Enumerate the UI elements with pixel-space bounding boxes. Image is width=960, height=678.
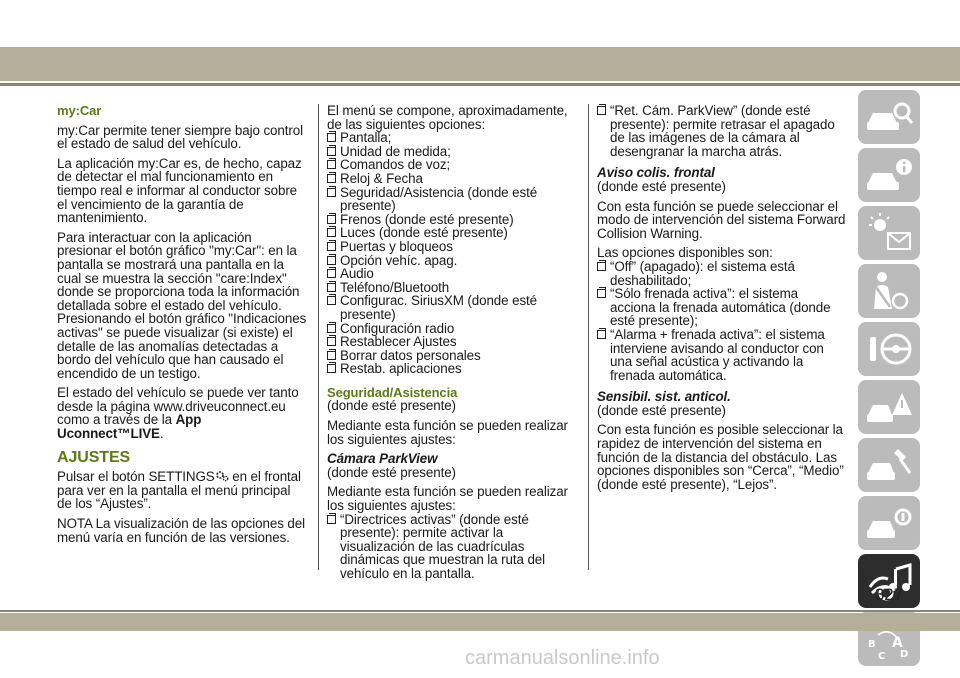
- steering-wheel-icon: [864, 327, 914, 371]
- list-item: Audio: [327, 267, 579, 281]
- car-search-icon: [864, 95, 914, 139]
- heading-camara: Cámara ParkView: [327, 451, 438, 467]
- checkbox-icon: [327, 188, 336, 197]
- list-item: Unidad de medida;: [327, 145, 579, 159]
- availability-note: (donde esté presente): [327, 464, 456, 480]
- list-item: Configuración radio: [327, 322, 579, 336]
- tab-maintenance[interactable]: [858, 438, 920, 492]
- checkbox-icon: [327, 242, 336, 251]
- tab-warning-lights[interactable]: [858, 206, 920, 260]
- list-item: Borrar datos personales: [327, 349, 579, 363]
- tab-safety[interactable]: [858, 264, 920, 318]
- checkbox-icon: [327, 515, 336, 524]
- list-item: Opción vehíc. apag.: [327, 254, 579, 268]
- checkbox-icon: [597, 106, 606, 115]
- tab-technical-data[interactable]: [858, 496, 920, 550]
- list-item: Luces (donde esté presente): [327, 226, 579, 240]
- list-item: Restablecer Ajustes: [327, 335, 579, 349]
- checkbox-icon: [597, 289, 606, 298]
- checkbox-icon: [327, 133, 336, 142]
- watermark: carmanualsonline.info: [465, 647, 660, 669]
- checkbox-icon: [327, 269, 336, 278]
- list-item: “Alarma + frenada activa”: el sistema interviene avisando al conductor con una señal acústica y activando la frenada automática.: [597, 328, 847, 382]
- wrench-car-icon: [864, 443, 914, 487]
- header-rule: [0, 83, 960, 86]
- header-band: [0, 47, 960, 81]
- tab-emergency[interactable]: [858, 380, 920, 434]
- column-2: [327, 104, 579, 581]
- paragraph: El estado del vehículo se puede ver tanto desde la página www.driveuconnect.eu como a través de la App Uconnect™LIVE.: [57, 385, 299, 442]
- settings-gear-icon: [215, 470, 229, 482]
- list-item: Pantalla;: [327, 131, 579, 145]
- availability-note: (donde esté presente): [597, 402, 726, 418]
- checkbox-icon: [327, 215, 336, 224]
- svg-text:B: B: [868, 639, 876, 650]
- seat-belt-icon: [864, 269, 914, 313]
- svg-text:A: A: [892, 635, 903, 651]
- list-item: Teléfono/Bluetooth: [327, 281, 579, 295]
- options-list: [597, 260, 847, 382]
- checkbox-icon: [327, 351, 336, 360]
- checkbox-icon: [327, 364, 336, 373]
- paragraph: Pulsar el botón SETTINGS en el frontal para ver en la pantalla el menú principal de los “Ajustes”.: [57, 469, 301, 512]
- car-spec-icon: [864, 501, 914, 545]
- list-item: Configurac. SiriusXM (donde esté presente): [327, 294, 579, 321]
- chapter-tabs: [858, 90, 920, 670]
- paragraph: Para interactuar con la aplicación presionar el botón gráfico "my:Car": en la pantalla se mostrará una pantalla en la cual se muestra la sección "care:Index" donde se proporciona toda la información detallada sobre el estado del vehículo. Presionando el botón gráfico "Indicaciones activas" se puede visualizar (si existe) el detalle de las anomalías detectadas a bordo del vehículo que han causado el encendido de un testigo.: [57, 229, 307, 381]
- checkbox-icon: [327, 296, 336, 305]
- checkbox-icon: [327, 160, 336, 169]
- paragraph: Las opciones disponibles son:: [597, 245, 773, 261]
- list-item: Frenos (donde esté presente): [327, 213, 579, 227]
- svg-text:D: D: [900, 649, 909, 660]
- checkbox-icon: [327, 174, 336, 183]
- paragraph: Mediante esta función se pueden realizar los siguientes ajustes:: [327, 418, 568, 447]
- tab-car-info[interactable]: [858, 148, 920, 202]
- footer-band: [0, 613, 960, 631]
- car-info-icon: [864, 153, 914, 197]
- emergency-triangle-icon: [864, 385, 914, 429]
- heading-aviso: Aviso colis. frontal: [597, 165, 715, 181]
- svg-text:C: C: [878, 651, 886, 661]
- checkbox-icon: [327, 324, 336, 333]
- column-3: [597, 104, 847, 497]
- paragraph: Con esta función es posible seleccionar la rapidez de intervención del sistema en función de la distancia del obstáculo. Las opciones disponibles son “Cerca”, “Medio” (donde esté presente), “Lejos”.: [597, 422, 844, 492]
- heading-sensibilidad: Sensibil. sist. anticol.: [597, 389, 731, 405]
- list-item: Restab. aplicaciones: [327, 362, 579, 376]
- list-item: “Off” (apagado): el sistema está deshabilitado;: [597, 260, 847, 287]
- note: NOTA La visualización de las opciones del menú varía en función de las versiones.: [57, 516, 305, 545]
- app-name: App Uconnect™LIVE: [57, 412, 202, 442]
- list-item: Reloj & Fecha: [327, 172, 579, 186]
- tab-starting-driving[interactable]: [858, 322, 920, 376]
- list-item: “Ret. Cám. ParkView” (donde esté presente): permite retrasar el apagado de las imágenes de la cámara al desengranar la marcha atrás.: [597, 104, 847, 158]
- column-1: [57, 104, 307, 550]
- checkbox-icon: [597, 262, 606, 271]
- list-item: “Directrices activas” (donde esté presente): permite activar la visualización de las cuadrículas dinámicas que muestran la ruta del vehículo en la pantalla.: [327, 513, 579, 581]
- footer-rule: [0, 610, 960, 612]
- paragraph: my:Car permite tener siempre bajo control el estado de salud del vehículo.: [57, 122, 303, 152]
- checkbox-icon: [327, 147, 336, 156]
- paragraph: La aplicación my:Car es, de hecho, capaz de detectar el mal funcionamiento en tiempo real e informar al conductor sobre el vencimiento de la garantía de mantenimiento.: [57, 155, 302, 226]
- paragraph: Con esta función se puede seleccionar el modo de intervención del sistema Forward Collision Warning.: [597, 198, 846, 241]
- list-item: Seguridad/Asistencia (donde esté presente): [327, 186, 579, 213]
- checkbox-icon: [327, 228, 336, 237]
- checkbox-icon: [597, 330, 606, 339]
- heading-ajustes: AJUSTES: [57, 448, 131, 466]
- column-divider: [588, 104, 589, 570]
- menu-intro: El menú se compone, aproximadamente, de las siguientes opciones:: [327, 103, 568, 132]
- checkbox-icon: [327, 256, 336, 265]
- paragraph: Mediante esta función se pueden realizar los siguientes ajustes:: [327, 484, 568, 514]
- checkbox-icon: [327, 283, 336, 292]
- availability-note: (donde esté presente): [327, 398, 456, 414]
- heading-seguridad: Seguridad/Asistencia: [327, 384, 458, 400]
- list-item: Comandos de voz;: [327, 158, 579, 172]
- list-item: Puertas y bloqueos: [327, 240, 579, 254]
- tab-car-search[interactable]: [858, 90, 920, 144]
- checkbox-icon: [327, 337, 336, 346]
- heading-mycar: my:Car: [57, 103, 102, 118]
- page-number: 327: [874, 585, 904, 604]
- column-divider: [318, 104, 319, 570]
- menu-list: [327, 131, 579, 376]
- list-item: “Sólo frenada activa”: el sistema acciona la frenada automática (donde esté presente);: [597, 287, 847, 328]
- warning-light-icon: [864, 211, 914, 255]
- availability-note: (donde esté presente): [597, 178, 726, 194]
